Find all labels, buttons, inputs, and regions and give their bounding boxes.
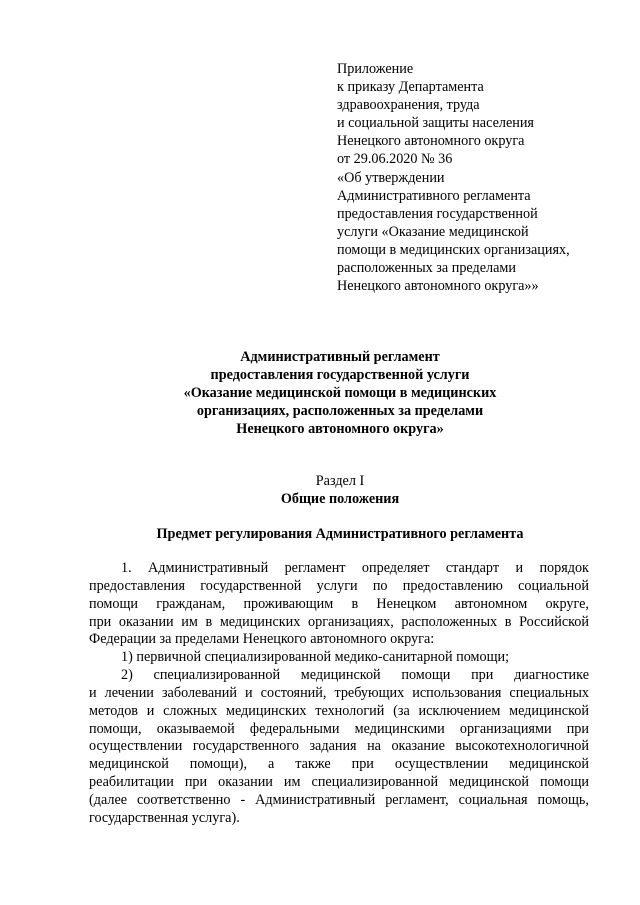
appendix-line: Ненецкого автономного округа»» xyxy=(337,278,539,295)
body-line: 1. Административный регламент определяет стандарт и порядок xyxy=(121,560,589,576)
subject-heading: Предмет регулирования Административного регламента xyxy=(156,526,524,542)
appendix-line: здравоохранения, труда xyxy=(337,97,480,114)
title-line: Ненецкого автономного округа» xyxy=(236,421,444,438)
appendix-line: от 29.06.2020 № 36 xyxy=(337,151,453,168)
appendix-line: к приказу Департамента xyxy=(337,79,484,96)
appendix-line: Ненецкого автономного округа xyxy=(337,133,525,150)
body-line: методов и сложных медицинских технологий (за исключением медицинской xyxy=(89,702,589,719)
body-line: осуществлении государственного задания на оказание высокотехнологичной xyxy=(89,738,589,755)
body-line: при оказании им в медицинских организациях, расположенных в Российской xyxy=(89,613,589,630)
section-number: Раздел I xyxy=(315,473,365,489)
appendix-line: услуги «Оказание медицинской xyxy=(337,223,529,240)
body-line: реабилитации при оказании им специализированной медицинской помощи xyxy=(89,774,589,791)
appendix-block xyxy=(337,60,607,295)
appendix-line: и социальной защиты населения xyxy=(337,115,534,132)
body-line: государственная услуга). xyxy=(89,809,240,826)
appendix-line: Приложение xyxy=(337,61,414,77)
appendix-line: Административного регламента xyxy=(337,187,531,204)
body-line: 1) первичной специализированной медико-санитарной помощи; xyxy=(121,649,510,666)
body-line: Федерации за пределами Ненецкого автономного округа: xyxy=(89,631,435,648)
document-title xyxy=(90,348,590,438)
body-line: (далее соответственно - Административный регламент, социальная помощь, xyxy=(89,791,589,808)
body-line: 2) специализированной медицинской помощи при диагностике xyxy=(121,667,589,684)
appendix-line: «Об утверждении xyxy=(337,169,445,186)
title-line: предоставления государственной услуги xyxy=(210,367,470,384)
body-line: и лечении заболеваний и состояний, требующих использования специальных xyxy=(89,684,589,701)
section-name: Общие положения xyxy=(280,491,400,507)
appendix-line: помощи в медицинских организациях, xyxy=(337,241,570,258)
body-line: помощи гражданам, проживающим в Ненецком автономном округе, xyxy=(89,595,589,612)
body-text xyxy=(89,560,589,828)
title-line: Административный регламент xyxy=(240,349,440,365)
appendix-line: расположенных за пределами xyxy=(337,260,516,277)
body-line: помощи, оказываемой федеральными медицинскими организациями при xyxy=(89,720,589,737)
title-line: организациях, расположенных за пределами xyxy=(196,403,484,420)
title-line: «Оказание медицинской помощи в медицинских xyxy=(183,385,497,402)
body-line: предоставления государственной услуги по предоставлению социальной xyxy=(89,577,589,594)
appendix-line: предоставления государственной xyxy=(337,205,538,222)
body-line: медицинской помощи), а также при осуществлении медицинской xyxy=(89,756,589,773)
